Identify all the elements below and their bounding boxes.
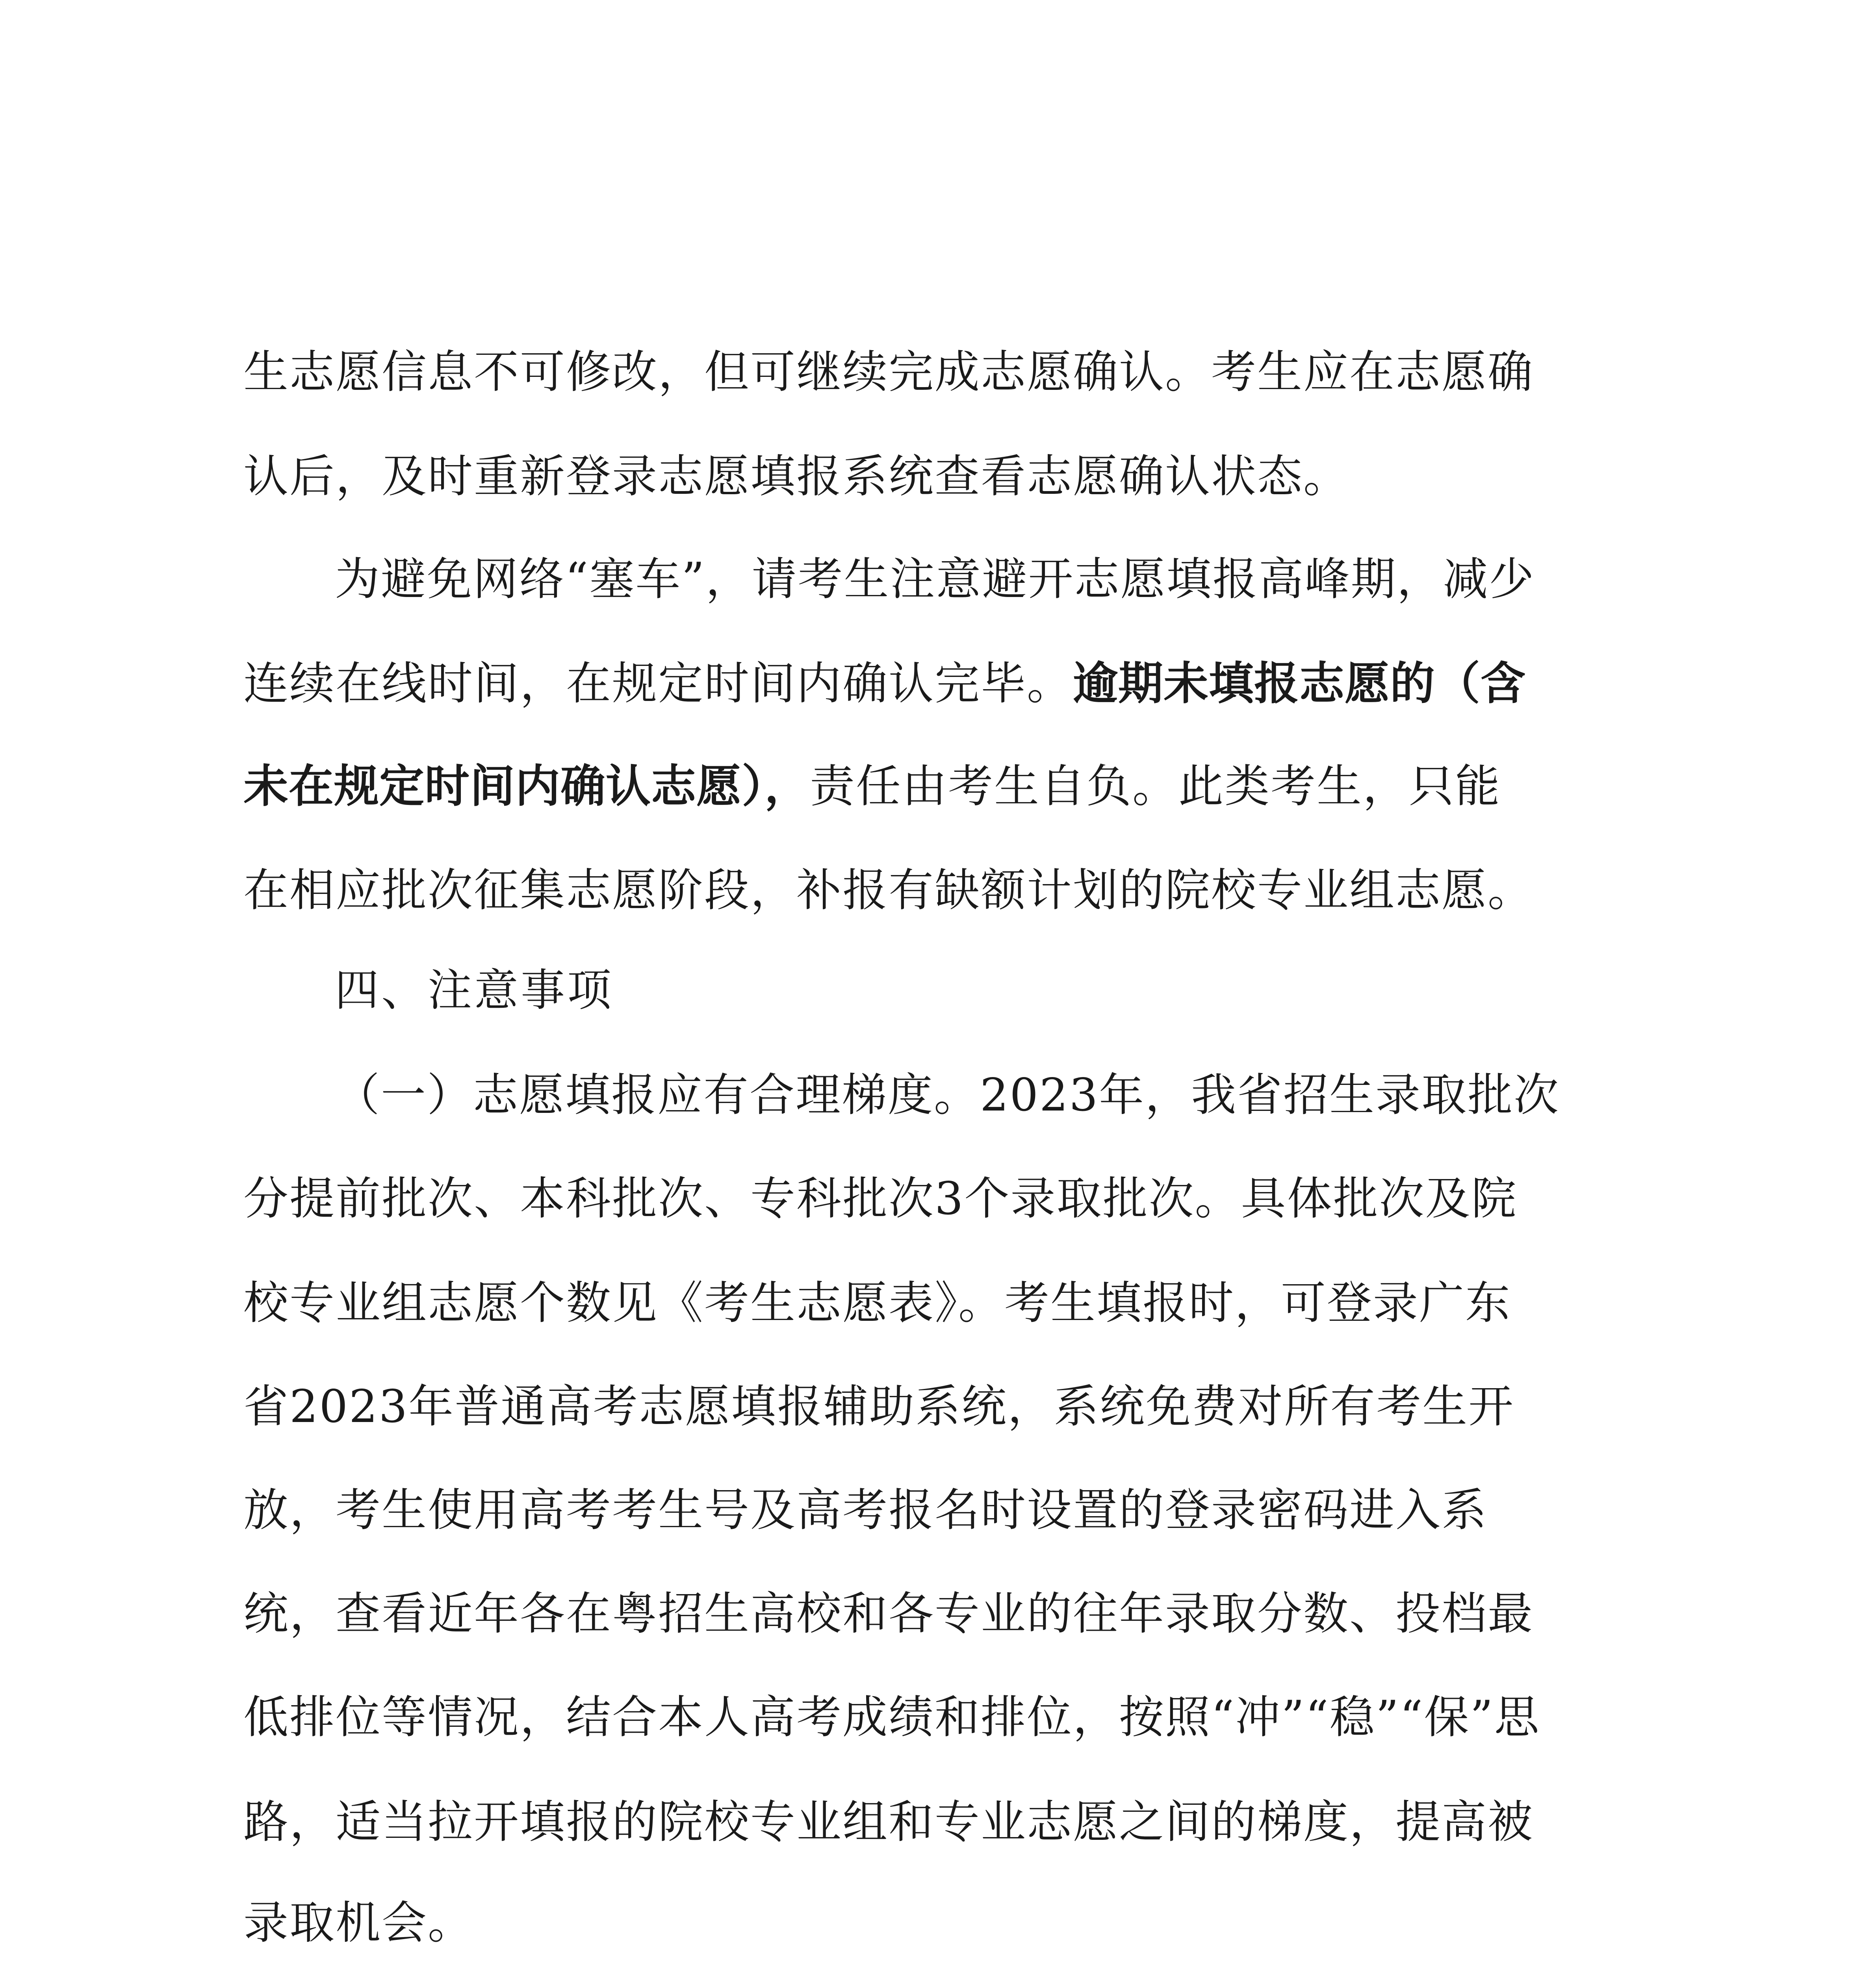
paragraph-line: 放，考生使用高考考生号及高考报名时设置的登录密码进入系 [243,1484,1488,1536]
paragraph-line [243,757,1501,816]
paragraph-line: 认后，及时重新登录志愿填报系统查看志愿确认状态。 [243,450,1350,502]
paragraph-line: 校专业组志愿个数见《考生志愿表》。考生填报时，可登录广东 [243,1277,1512,1329]
paragraph-line: 统，查看近年各在粤招生高校和各专业的往年录取分数、投档最 [243,1587,1534,1640]
paragraph-line: （一）志愿填报应有合理梯度。2023年，我省招生录取批次 [335,1069,1560,1121]
paragraph-line: 省2023年普通高考志愿填报辅助系统，系统免费对所有考生开 [243,1380,1515,1433]
paragraph-line: 低排位等情况，结合本人高考成绩和排位，按照“冲”“稳”“保”思 [243,1691,1540,1743]
paragraph-line: 路，适当拉开填报的院校专业组和专业志愿之间的梯度，提高被 [243,1796,1534,1848]
section-heading: 四、注意事项 [335,965,614,1016]
paragraph-line: 录取机会。 [243,1897,474,1949]
emphasis-text: 逾期未填报志愿的（含 [1073,657,1526,710]
paragraph-line: 为避免网络“塞车”，请考生注意避开志愿填报高峰期，减少 [335,553,1535,605]
paragraph-line: 分提前批次、本科批次、专科批次3个录取批次。具体批次及院 [243,1172,1518,1225]
paragraph-text: 责任由考生自负。此类考生，只能 [810,760,1501,812]
paragraph-line: 在相应批次征集志愿阶段，补报有缺额计划的院校专业组志愿。 [243,864,1534,916]
emphasis-text: 未在规定时间内确认志愿）， [243,760,810,812]
paragraph-text: 连续在线时间，在规定时间内确认完毕。 [243,657,1073,710]
paragraph-line: 生志愿信息不可修改，但可继续完成志愿确认。考生应在志愿确 [243,346,1534,398]
paragraph-line [243,654,1526,713]
